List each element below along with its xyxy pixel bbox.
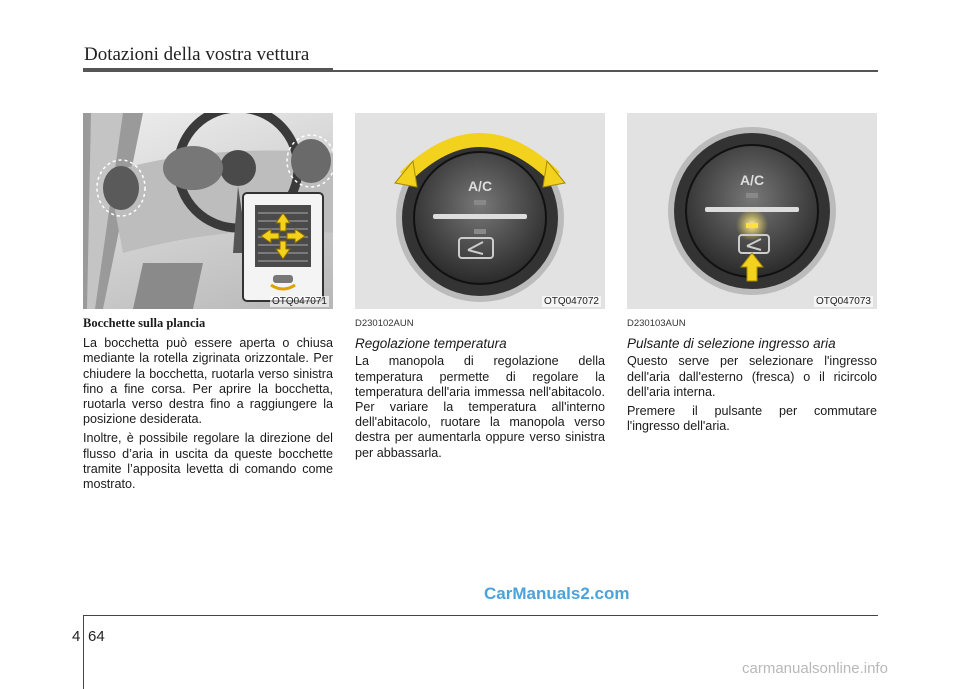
figure-code: OTQ047073	[815, 296, 871, 307]
footer-rule	[83, 615, 878, 616]
section-dashboard-vents	[83, 316, 333, 496]
air-intake-illustration	[627, 113, 877, 309]
section-air-intake	[627, 316, 877, 438]
paragraph: Questo serve per selezionare l'ingresso dell'aria dall'esterno (fresca) o il ricircolo dell'aria interna.	[627, 354, 877, 399]
figure-code: OTQ047071	[271, 296, 327, 307]
paragraph: Premere il pulsante per commutare l'ingresso dell'aria.	[627, 404, 877, 434]
paragraph: La bocchetta può essere aperta o chiusa mediante la rotella zigrinata orizzontale. Per chiudere la bocchetta, ruotarla verso sinistra fino a fine corsa. Per aprire la bocchetta, ruotarla verso destra fino a raggiungere la posizione desiderata.	[83, 336, 333, 427]
header-rule	[83, 68, 333, 72]
watermark-link[interactable]: CarManuals2.com	[484, 584, 630, 603]
figure-air-intake-button	[627, 113, 877, 309]
section-title: Regolazione temperatura	[355, 336, 507, 352]
section-title: Bocchette sulla plancia	[83, 316, 206, 330]
section-code: D230103AUN	[627, 318, 686, 329]
paragraph: Inoltre, è possibile regolare la direzione del flusso d’aria in uscita da queste bocchette tramite l’apposita levetta di comando come mostrato.	[83, 431, 333, 492]
header-rule-thin	[333, 70, 878, 72]
ac-label: A/C	[739, 172, 765, 188]
page-number: 64	[88, 628, 105, 645]
figure-dashboard-vents	[83, 113, 333, 309]
site-watermark: carmanualsonline.info	[742, 660, 888, 677]
temperature-knob-illustration	[355, 113, 605, 309]
figure-temperature-knob	[355, 113, 605, 309]
figure-code: OTQ047072	[543, 296, 599, 307]
footer-divider	[83, 615, 84, 689]
section-title: Pulsante di selezione ingresso aria	[627, 336, 836, 352]
chapter-number: 4	[72, 628, 81, 645]
ac-label: A/C	[467, 178, 493, 194]
page-header-title: Dotazioni della vostra vettura	[84, 44, 310, 65]
section-code: D230102AUN	[355, 318, 414, 329]
dashboard-illustration	[83, 113, 333, 309]
section-temperature	[355, 316, 605, 465]
paragraph: La manopola di regolazione della temperatura permette di regolare la temperatura dell'aria immessa nell'abitacolo. Per variare la temperatura all'interno dell'abitacolo, ruotare la manopola verso destra per aumentarla oppure verso sinistra per abbassarla.	[355, 354, 605, 460]
